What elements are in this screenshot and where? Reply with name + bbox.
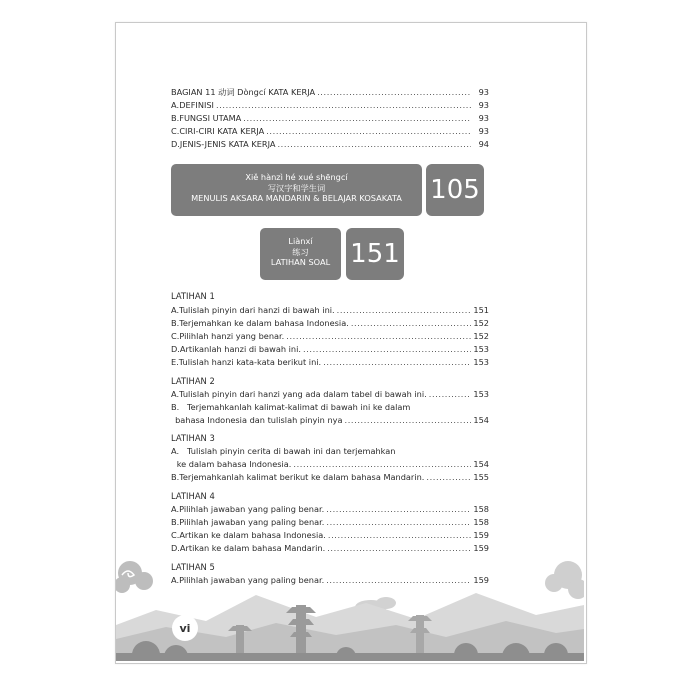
dot-leader (266, 125, 471, 138)
toc-item[interactable] (171, 343, 489, 356)
dot-leader (243, 112, 471, 125)
dot-leader (277, 138, 471, 151)
toc-item[interactable] (171, 542, 489, 555)
toc-page: 152 (473, 318, 489, 328)
dot-leader (351, 317, 471, 330)
section-heading: LATIHAN 3 (171, 433, 215, 443)
dot-leader (286, 330, 471, 343)
dot-leader (345, 414, 471, 427)
chapter-title: LATIHAN SOAL (270, 257, 331, 267)
toc-item[interactable] (171, 529, 489, 542)
toc-letter: B. (171, 402, 180, 412)
toc-item-line2[interactable] (171, 458, 489, 471)
toc-item[interactable] (171, 574, 489, 587)
toc-page: 159 (473, 575, 489, 585)
section-heading: LATIHAN 1 (171, 291, 215, 301)
toc-letter: C. (171, 530, 180, 540)
dot-leader (323, 356, 471, 369)
chapter-page-number[interactable]: 151 (346, 228, 404, 280)
toc-item-line2[interactable] (171, 414, 489, 427)
dot-leader (303, 343, 471, 356)
page-number-badge: vi (172, 615, 198, 641)
toc-label: BAGIAN 11 动词 Dòngcí KATA KERJA (171, 87, 316, 97)
toc-label: bahasa Indonesia dan tulislah pinyin nya (175, 415, 343, 425)
toc-label: Pilihlah jawaban yang paling benar. (179, 575, 325, 585)
toc-letter: A. (171, 389, 180, 399)
toc-page: 159 (473, 543, 489, 553)
toc-label: Terjemahkanlah kalimat-kalimat di bawah ini ke dalam (187, 402, 411, 412)
toc-item[interactable] (171, 471, 489, 484)
toc-page: 159 (473, 530, 489, 540)
toc-page: 155 (473, 472, 489, 482)
toc-item-line1[interactable] (171, 445, 489, 458)
chapter-pinyin: Liànxí (288, 236, 313, 246)
toc-letter: D. (171, 543, 180, 553)
chapter-hanzi: 练习 (292, 246, 309, 257)
toc-letter: A. (171, 446, 180, 456)
toc-item[interactable] (171, 503, 489, 516)
toc-letter: A. (171, 305, 180, 315)
toc-label: DEFINISI (179, 100, 214, 110)
toc-item[interactable] (171, 516, 489, 529)
toc-page: 153 (473, 344, 489, 354)
dot-leader (337, 304, 471, 317)
toc-letter: E. (171, 357, 179, 367)
toc-letter: B. (171, 517, 180, 527)
toc-page: 153 (473, 389, 489, 399)
dot-leader (328, 529, 471, 542)
toc-bagian-title[interactable] (171, 86, 489, 99)
toc-label: Tulislah pinyin cerita di bawah ini dan terjemahkan (187, 446, 396, 456)
toc-label: Tulislah pinyin dari hanzi yang ada dalam tabel di bawah ini. (179, 389, 427, 399)
toc-label: Pilihlah jawaban yang paling benar. (179, 517, 325, 527)
toc-letter: A. (171, 100, 180, 110)
dot-leader (216, 99, 471, 112)
toc-item[interactable] (171, 138, 489, 151)
dot-leader (429, 388, 471, 401)
toc-page: 158 (473, 504, 489, 514)
toc-letter: D. (171, 139, 180, 149)
toc-letter: C. (171, 331, 180, 341)
toc-item[interactable] (171, 99, 489, 112)
toc-letter: A. (171, 504, 180, 514)
section-heading: LATIHAN 2 (171, 376, 215, 386)
toc-item[interactable] (171, 330, 489, 343)
toc-page: 154 (473, 459, 489, 469)
toc-letter: A. (171, 575, 180, 585)
dot-leader (326, 503, 471, 516)
toc-letter: B. (171, 113, 180, 123)
toc-item[interactable] (171, 125, 489, 138)
toc-letter: B. (171, 472, 180, 482)
dot-leader (326, 574, 471, 587)
section-heading: LATIHAN 4 (171, 491, 215, 501)
toc-letter: D. (171, 344, 180, 354)
dot-leader (317, 86, 471, 99)
toc-label: Terjemahkanlah kalimat berikut ke dalam bahasa Mandarin. (179, 472, 425, 482)
toc-page: 93 (478, 87, 489, 97)
toc-letter: B. (171, 318, 180, 328)
toc-label: Tulislah hanzi kata-kata berikut ini. (178, 357, 322, 367)
toc-page: 152 (473, 331, 489, 341)
toc-page: 94 (478, 139, 489, 149)
toc-item-line1[interactable] (171, 401, 489, 414)
toc-item[interactable] (171, 356, 489, 369)
toc-item[interactable] (171, 317, 489, 330)
toc-item[interactable] (171, 388, 489, 401)
toc-label: JENIS-JENIS KATA KERJA (179, 139, 276, 149)
toc-label: FUNGSI UTAMA (179, 113, 242, 123)
toc-label: Pilihlah hanzi yang benar. (179, 331, 285, 341)
toc-label: CIRI-CIRI KATA KERJA (179, 126, 265, 136)
cloud-icon (116, 561, 153, 593)
toc-label: ke dalam bahasa Indonesia. (176, 459, 292, 469)
chapter-title-box[interactable] (171, 164, 422, 216)
chapter-page-number[interactable]: 105 (426, 164, 484, 216)
toc-page: 93 (478, 113, 489, 123)
toc-label: Terjemahkan ke dalam bahasa Indonesia. (179, 318, 349, 328)
toc-page: 153 (473, 357, 489, 367)
toc-page: 151 (473, 305, 489, 315)
toc-letter: C. (171, 126, 180, 136)
toc-page: 93 (478, 126, 489, 136)
toc-item[interactable] (171, 112, 489, 125)
toc-page: 154 (473, 415, 489, 425)
chapter-hanzi: 写汉字和学生词 (267, 182, 326, 193)
chapter-title: MENULIS AKSARA MANDARIN & BELAJAR KOSAKATA (191, 193, 402, 203)
toc-label: Tulislah pinyin dari hanzi di bawah ini. (179, 305, 335, 315)
section-heading: LATIHAN 5 (171, 562, 215, 572)
cloud-icon (545, 561, 584, 599)
chapter-title-box[interactable] (260, 228, 341, 280)
toc-page: 93 (478, 100, 489, 110)
toc-page: 158 (473, 517, 489, 527)
dot-leader (326, 516, 471, 529)
toc-label: Artikanlah hanzi di bawah ini. (179, 344, 301, 354)
toc-label: Artikan ke dalam bahasa Mandarin. (179, 543, 326, 553)
toc-label: Pilihlah jawaban yang paling benar. (179, 504, 325, 514)
toc-item[interactable] (171, 304, 489, 317)
chapter-pinyin: Xiě hànzì hé xué shēngcí (245, 172, 348, 182)
toc-label: Artikan ke dalam bahasa Indonesia. (179, 530, 326, 540)
dot-leader (293, 458, 471, 471)
dot-leader (426, 471, 471, 484)
dot-leader (327, 542, 471, 555)
